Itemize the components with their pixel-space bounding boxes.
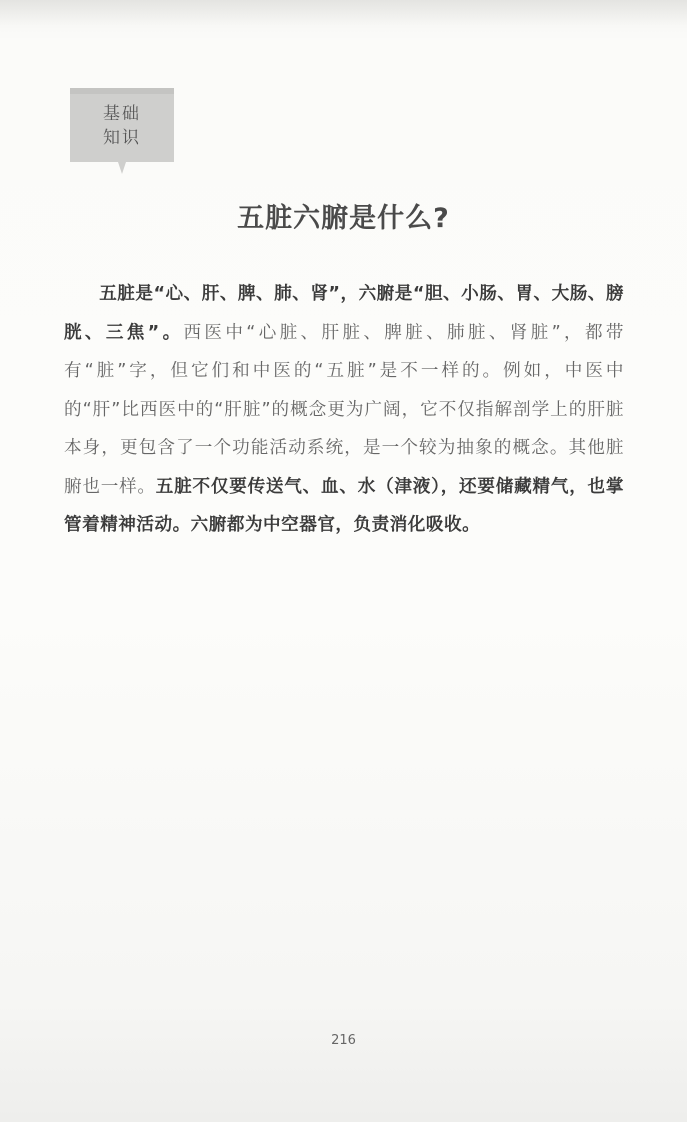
body-paragraph: [64, 275, 624, 545]
tag-line-1: 基础: [103, 104, 141, 124]
plain-sentence: 西医中“心脏、肝脏、脾脏、肺脏、肾脏”，都带有“脏”字，但它们和中医的“五脏”是不一样的。例如，中医中的“肝”比西医中的“肝脏”的概念更为广阔，它不仅指解剖学上的肝脏本身，更包含了一个功能活动系统，是一个较为抽象的概念。其他脏腑也一样。: [64, 322, 624, 497]
top-shadow: [0, 0, 687, 26]
section-tag: [68, 88, 176, 176]
bold-sentence-1: 五脏是“心、肝、脾、肺、肾”，六腑是“胆、小肠、胃、大肠、膀胱、三焦”。: [64, 284, 624, 343]
tag-line-2: 知识: [103, 128, 141, 148]
page-number: 216: [331, 1033, 356, 1048]
bold-sentence-2: 五脏不仅要传送气、血、水（津液），还要储藏精气，也掌管着精神活动。六腑都为中空器官，负责消化吸收。: [64, 476, 624, 535]
page-title: 五脏六腑是什么?: [237, 203, 450, 234]
